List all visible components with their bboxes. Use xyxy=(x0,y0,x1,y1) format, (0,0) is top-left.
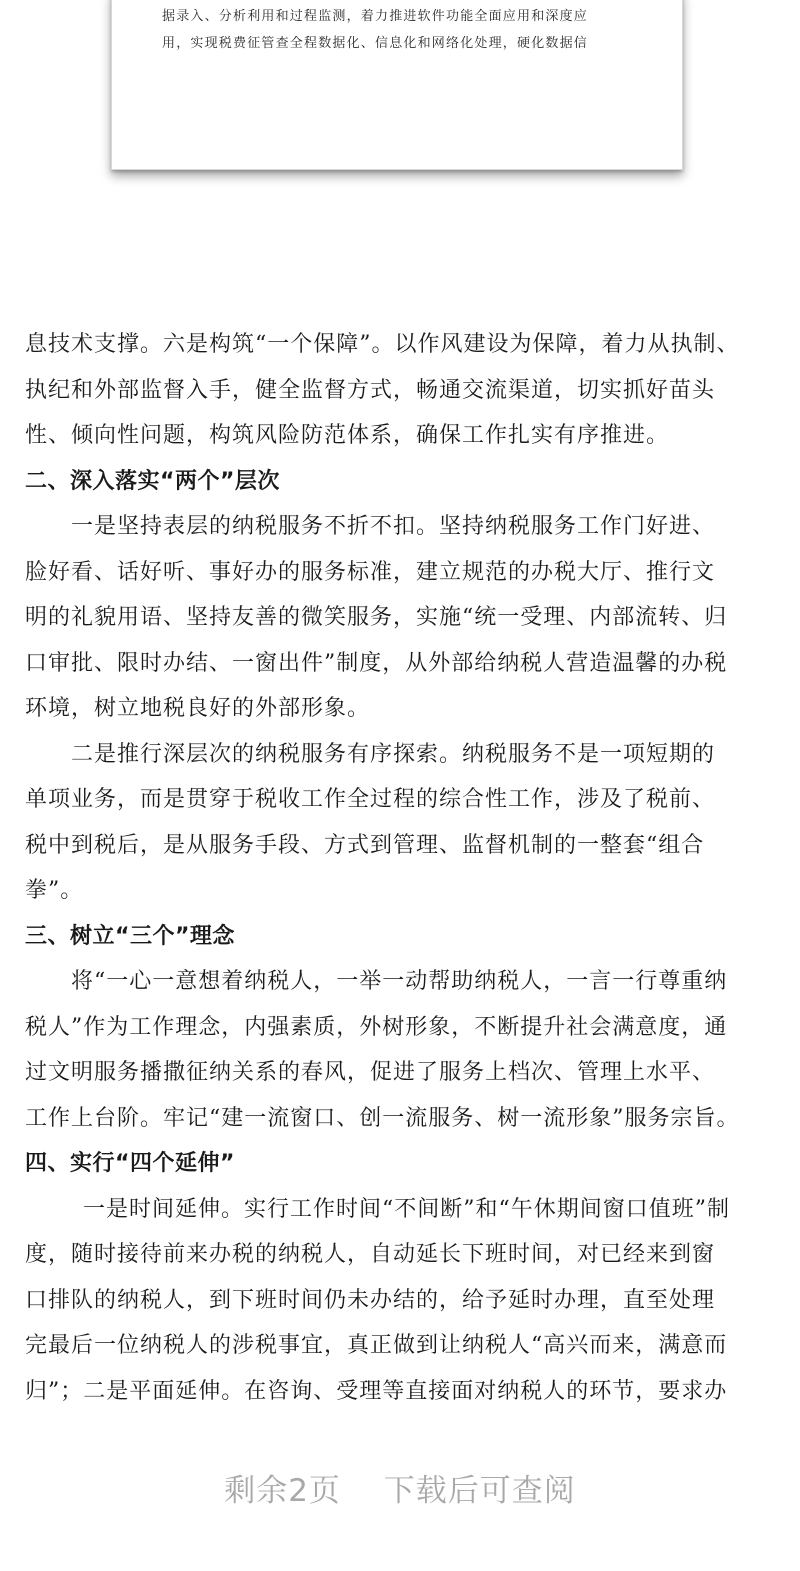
download-prompt[interactable] xyxy=(0,1465,800,1510)
body-text-line: 性、倾向性问题，构筑风险防范体系，确保工作扎实有序推进。 xyxy=(25,423,670,448)
document-preview-card xyxy=(111,0,683,170)
body-text-line: 税中到税后，是从服务手段、方式到管理、监督机制的一整套“组合 xyxy=(25,832,705,858)
body-text-line: 工作上台阶。牢记“建一流窗口、创一流服务、树一流形象”服务宗旨。 xyxy=(25,1105,740,1131)
body-text-line: 单项业务，而是贯穿于税收工作全过程的综合性工作，涉及了税前、 xyxy=(25,787,716,812)
body-text-line: 脸好看、话好听、事好办的服务标准，建立规范的办税大厅、推行文 xyxy=(25,559,716,585)
body-text-line: 一是时间延伸。实行工作时间“不间断”和“午休期间窗口值班”制 xyxy=(83,1196,730,1222)
section-heading: 三、树立“三个”理念 xyxy=(25,923,235,949)
section-heading: 四、实行“四个延伸” xyxy=(25,1151,235,1176)
remaining-pages-label: 剩余2页 xyxy=(224,1473,341,1509)
body-text-line: 完最后一位纳税人的涉税事宜，真正做到让纳税人“高兴而来，满意而 xyxy=(25,1333,728,1358)
body-text-line: 拳”。 xyxy=(25,878,84,903)
section-heading: 二、深入落实“两个”层次 xyxy=(25,468,280,494)
preview-text-line: 用，实现税费征管查全程数据化、信息化和网络化处理，硬化数据信 xyxy=(162,36,589,51)
body-text-line: 税人”作为工作理念，内强素质，外树形象，不断提升社会满意度，通 xyxy=(25,1014,728,1040)
preview-text-line: 据录入、分析利用和过程监测，着力推进软件功能全面应用和深度应 xyxy=(162,9,589,24)
body-text-line: 口排队的纳税人，到下班时间仍未办结的，给予延时办理，直至处理 xyxy=(25,1287,716,1313)
body-text-line: 度，随时接待前来办税的纳税人，自动延长下班时间，对已经来到窗 xyxy=(25,1242,716,1267)
body-text-line: 一是坚持表层的纳税服务不折不扣。坚持纳税服务工作门好进、 xyxy=(71,514,716,539)
body-text-line: 过文明服务播撒征纳关系的春风，促进了服务上档次、管理上水平、 xyxy=(25,1060,716,1085)
body-text-line: 执纪和外部监督入手，健全监督方式，畅通交流渠道，切实抓好苗头 xyxy=(25,377,716,403)
body-text-line: 口审批、限时办结、一窗出件”制度，从外部给纳税人营造温馨的办税 xyxy=(25,650,728,676)
document-body xyxy=(25,322,785,1414)
body-text-line: 环境，树立地税良好的外部形象。 xyxy=(25,696,371,721)
body-text-line: 将“一心一意想着纳税人，一举一动帮助纳税人，一言一行尊重纳 xyxy=(71,969,728,994)
body-text-line: 息技术支撑。六是构筑“一个保障”。以作风建设为保障，着力从执制、 xyxy=(25,332,740,357)
body-text-line: 明的礼貌用语、坚持友善的微笑服务，实施“统一受理、内部流转、归 xyxy=(25,605,728,630)
body-text-line: 二是推行深层次的纳税服务有序探索。纳税服务不是一项短期的 xyxy=(71,741,716,767)
body-text-line: 归”；二是平面延伸。在咨询、受理等直接面对纳税人的环节，要求办 xyxy=(25,1378,728,1404)
download-to-view-label[interactable]: 下载后可查阅 xyxy=(383,1473,576,1509)
